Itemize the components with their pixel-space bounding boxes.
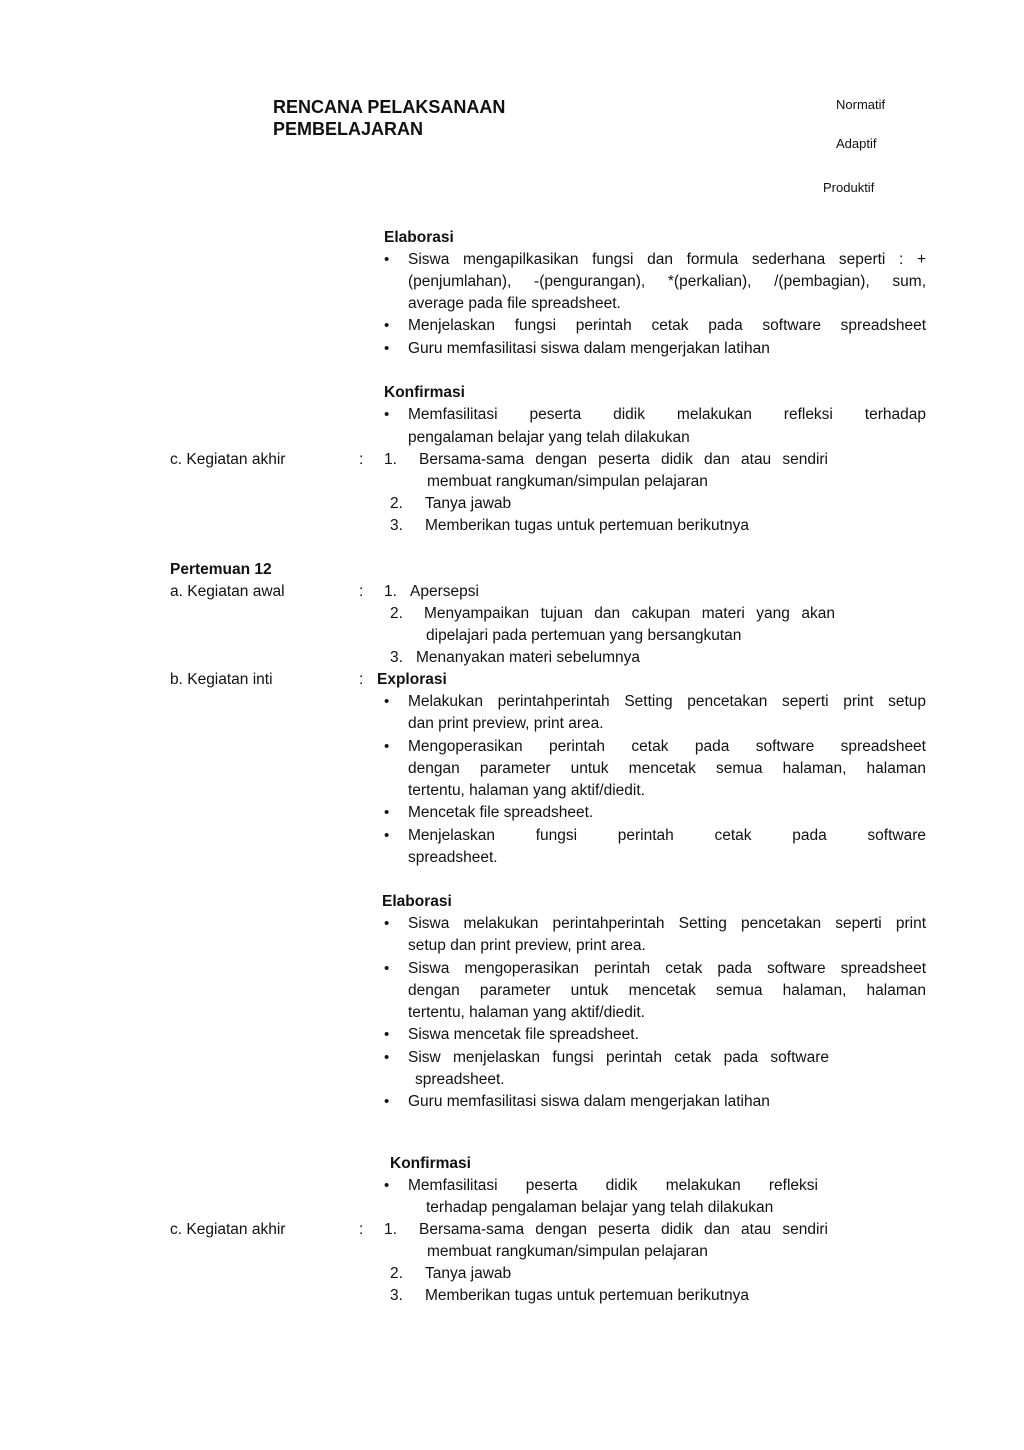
konfirmasi-heading: Konfirmasi (390, 1155, 471, 1172)
list-item: Memberikan tugas untuk pertemuan berikutnya (425, 1287, 749, 1304)
title-line-1: RENCANA PELAKSANAAN (273, 97, 506, 117)
list-item: tertentu, halaman yang aktif/diedit. (408, 782, 645, 799)
list-number: 3. (390, 649, 403, 666)
list-item: setup dan print preview, print area. (408, 937, 646, 954)
list-item: Memberikan tugas untuk pertemuan berikutnya (425, 517, 749, 534)
list-item: dan print preview, print area. (408, 715, 604, 732)
label-adaptif: Adaptif (836, 136, 877, 151)
list-number: 1. (384, 583, 397, 600)
list-item: spreadsheet. (415, 1071, 505, 1088)
bullet-icon: • (384, 251, 390, 268)
kegiatan-akhir-label: c. Kegiatan akhir (170, 451, 286, 468)
elaborasi-heading: Elaborasi (382, 893, 452, 910)
colon: : (359, 671, 364, 688)
list-item: Bersama-sama dengan peserta didik dan atau sendiri (419, 1221, 828, 1238)
colon: : (359, 451, 364, 468)
list-number: 1. (384, 1221, 397, 1238)
list-item: Memfasilitasi peserta didik melakukan refleksi (408, 1177, 818, 1194)
list-item: Guru memfasilitasi siswa dalam mengerjakan latihan (408, 1093, 770, 1110)
list-item: pengalaman belajar yang telah dilakukan (408, 429, 690, 446)
list-item: Mengoperasikan perintah cetak pada software spreadsheet (408, 738, 926, 755)
list-item: Sisw menjelaskan fungsi perintah cetak pada software (408, 1049, 829, 1066)
bullet-icon: • (384, 693, 390, 710)
list-item: Siswa mencetak file spreadsheet. (408, 1026, 639, 1043)
explorasi-heading: Explorasi (377, 671, 447, 688)
bullet-icon: • (384, 1049, 390, 1066)
bullet-icon: • (384, 827, 390, 844)
list-item: average pada file spreadsheet. (408, 295, 621, 312)
bullet-icon: • (384, 804, 390, 821)
konfirmasi-heading: Konfirmasi (384, 384, 465, 401)
label-normatif: Normatif (836, 97, 886, 112)
colon: : (359, 583, 364, 600)
list-number: 3. (390, 517, 403, 534)
bullet-icon: • (384, 1177, 390, 1194)
list-item: Bersama-sama dengan peserta didik dan atau sendiri (419, 451, 828, 468)
list-item: tertentu, halaman yang aktif/diedit. (408, 1004, 645, 1021)
bullet-icon: • (384, 915, 390, 932)
list-item: Melakukan perintahperintah Setting pencetakan seperti print setup (408, 693, 926, 710)
elaborasi-heading: Elaborasi (384, 229, 454, 246)
kegiatan-awal-label: a. Kegiatan awal (170, 583, 285, 600)
bullet-icon: • (384, 1026, 390, 1043)
list-item: membuat rangkuman/simpulan pelajaran (427, 473, 708, 490)
list-item: Apersepsi (410, 583, 479, 600)
label-produktif: Produktif (823, 180, 875, 195)
list-item: dengan parameter untuk mencetak semua halaman, halaman (408, 982, 926, 999)
list-item: Mencetak file spreadsheet. (408, 804, 594, 821)
list-item: terhadap pengalaman belajar yang telah dilakukan (426, 1199, 774, 1216)
list-item: Menjelaskan fungsi perintah cetak pada software (408, 827, 926, 844)
bullet-icon: • (384, 340, 390, 357)
bullet-icon: • (384, 317, 390, 334)
list-item: Menanyakan materi sebelumnya (416, 649, 641, 666)
bullet-icon: • (384, 960, 390, 977)
list-item: Siswa melakukan perintahperintah Setting pencetakan seperti print (408, 915, 926, 932)
list-item: Memfasilitasi peserta didik melakukan refleksi terhadap (408, 406, 926, 423)
bullet-icon: • (384, 406, 390, 423)
bullet-icon: • (384, 738, 390, 755)
list-item: Menjelaskan fungsi perintah cetak pada software spreadsheet (408, 317, 926, 334)
colon: : (359, 1221, 364, 1238)
document-title (273, 96, 505, 140)
list-item: Tanya jawab (425, 1265, 512, 1282)
list-item: Siswa mengapilkasikan fungsi dan formula sederhana seperti : + (408, 251, 926, 268)
list-item: dengan parameter untuk mencetak semua halaman, halaman (408, 760, 926, 777)
list-number: 3. (390, 1287, 403, 1304)
list-item: Menyampaikan tujuan dan cakupan materi yang akan (424, 605, 835, 622)
list-item: membuat rangkuman/simpulan pelajaran (427, 1243, 708, 1260)
pertemuan-heading: Pertemuan 12 (170, 561, 272, 578)
bullet-icon: • (384, 1093, 390, 1110)
list-number: 2. (390, 495, 403, 512)
list-item: dipelajari pada pertemuan yang bersangkutan (426, 627, 742, 644)
kegiatan-akhir-label: c. Kegiatan akhir (170, 1221, 286, 1238)
list-number: 2. (390, 1265, 403, 1282)
list-number: 1. (384, 451, 397, 468)
list-item: Guru memfasilitasi siswa dalam mengerjakan latihan (408, 340, 770, 357)
kegiatan-inti-label: b. Kegiatan inti (170, 671, 273, 688)
list-item: (penjumlahan), -(pengurangan), *(perkalian), /(pembagian), sum, (408, 273, 926, 290)
title-line-2: PEMBELAJARAN (273, 119, 424, 139)
list-item: spreadsheet. (408, 849, 498, 866)
list-item: Siswa mengoperasikan perintah cetak pada software spreadsheet (408, 960, 926, 977)
list-number: 2. (390, 605, 403, 622)
list-item: Tanya jawab (425, 495, 512, 512)
